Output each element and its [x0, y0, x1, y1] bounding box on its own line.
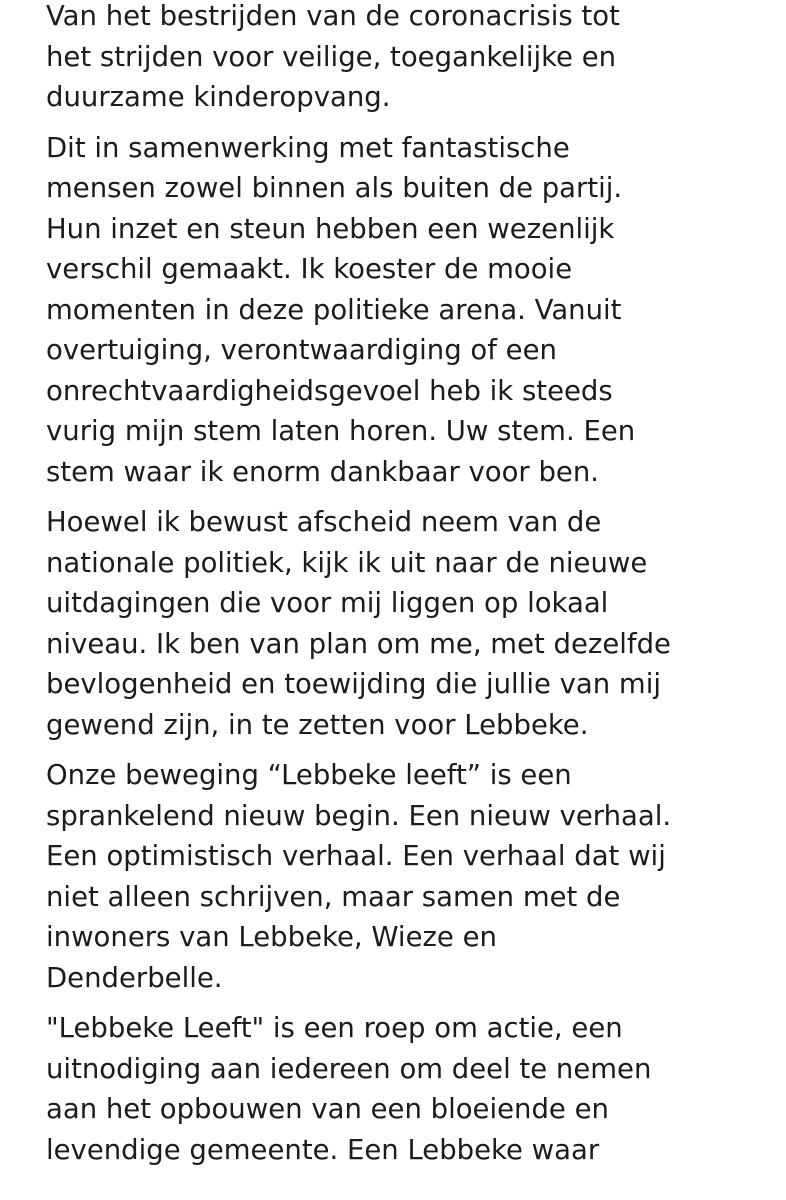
paragraph — [46, 0, 766, 118]
text-line: vurig mijn stem laten horen. Uw stem. Een — [46, 415, 636, 447]
text-line: uitdagingen die voor mij liggen op lokaal — [46, 587, 609, 619]
text-line: aan het opbouwen van een bloeiende en — [46, 1093, 609, 1125]
text-line: het strijden voor veilige, toegankelijke en — [46, 40, 617, 73]
text-line: Onze beweging “Lebbeke leeft” is een — [46, 759, 572, 791]
paragraph — [46, 755, 766, 998]
text-line: verschil gemaakt. Ik koester de mooie — [46, 253, 573, 285]
text-line: niveau. Ik ben van plan om me, met dezelfde — [46, 627, 671, 660]
text-line: niet alleen schrijven, maar samen met de — [46, 880, 621, 913]
paragraph-gap — [46, 118, 766, 128]
text-line: Een optimistisch verhaal. Een verhaal dat wij — [46, 840, 666, 872]
text-line: uitnodiging aan iedereen om deel te nemen — [46, 1052, 652, 1085]
text-line: Dit in samenwerking met fantastische — [46, 131, 570, 164]
text-line: nationale politiek, kijk ik uit naar de nieuwe — [46, 546, 648, 579]
text-line: sprankelend nieuw begin. Een nieuw verhaal. — [46, 799, 672, 832]
paragraph-gap — [46, 745, 766, 755]
paragraph — [46, 1008, 766, 1170]
text-line: Hun inzet en steun hebben een wezenlijk — [46, 212, 615, 245]
text-line: bevlogenheid en toewijding die jullie van mij — [46, 668, 661, 700]
text-line: gewend zijn, in te zetten voor Lebbeke. — [46, 708, 589, 741]
paragraph-gap — [46, 492, 766, 502]
paragraph — [46, 502, 766, 745]
text-line: Van het bestrijden van de coronacrisis tot — [46, 0, 620, 32]
text-line: Hoewel ik bewust afscheid neem van de — [46, 506, 602, 538]
paragraph-gap — [46, 998, 766, 1008]
text-line: momenten in deze politieke arena. Vanuit — [46, 293, 622, 326]
text-line: onrechtvaardigheidsgevoel heb ik steeds — [46, 374, 613, 407]
text-line: mensen zowel binnen als buiten de partij. — [46, 172, 623, 204]
text-line: "Lebbeke Leeft" is een roep om actie, een — [46, 1012, 623, 1044]
text-line: inwoners van Lebbeke, Wieze en — [46, 921, 497, 953]
paragraph — [46, 128, 766, 493]
text-line: Denderbelle. — [46, 961, 223, 994]
text-line: duurzame kinderopvang. — [46, 81, 391, 113]
text-line: stem waar ik enorm dankbaar voor ben. — [46, 455, 600, 488]
text-line: levendige gemeente. Een Lebbeke waar — [46, 1133, 600, 1166]
text-line: overtuiging, verontwaardiging of een — [46, 334, 557, 366]
